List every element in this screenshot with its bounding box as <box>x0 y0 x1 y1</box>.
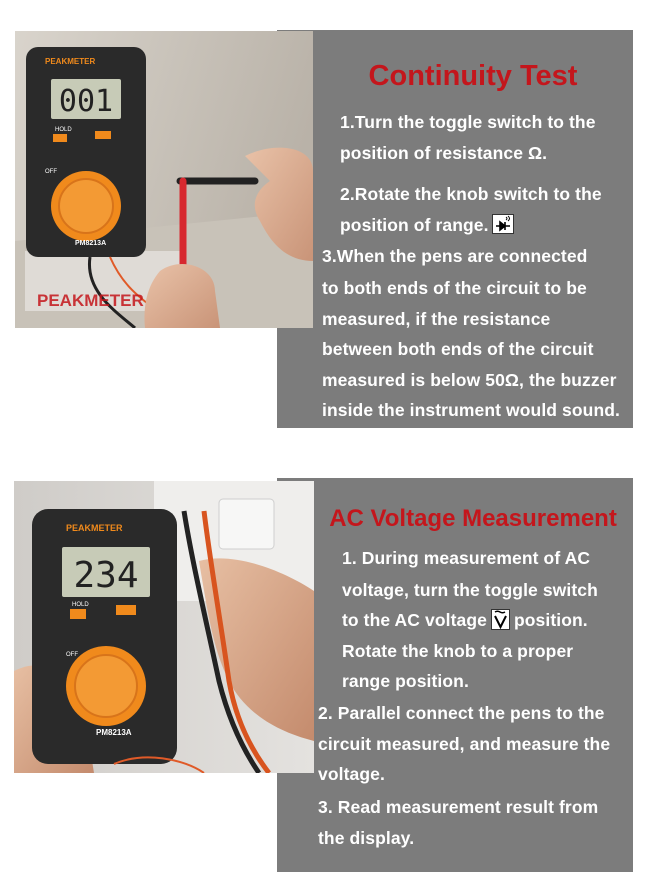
meter-brand: PEAKMETER <box>45 57 96 66</box>
ac-voltage-line-6: 2. Parallel connect the pens to the <box>318 703 605 723</box>
off-label: OFF <box>45 169 57 175</box>
diode-buzzer-icon <box>492 214 514 234</box>
ac-voltage-line-3 <box>342 610 588 632</box>
meter-display-value: 001 <box>58 84 114 119</box>
meter-model: PM8213A <box>75 240 107 247</box>
continuity-line-5: 3.When the pens are connected <box>322 246 588 266</box>
continuity-line-8: between both ends of the circuit <box>322 339 594 359</box>
hold-button <box>53 134 67 142</box>
watermark: PEAKMETER <box>37 291 144 310</box>
continuity-line-1: 1.Turn the toggle switch to the <box>340 112 596 132</box>
continuity-title: Continuity Test <box>368 60 578 92</box>
meter-model: PM8213A <box>96 728 132 737</box>
wall-socket <box>219 499 274 549</box>
continuity-line-2: position of resistance Ω. <box>340 143 548 163</box>
continuity-line-4-text: position of range. <box>340 215 489 235</box>
ac-voltage-icon <box>491 609 510 630</box>
ac-voltage-line-3-suffix: position. <box>513 610 588 630</box>
ac-voltage-photo <box>14 481 314 773</box>
ac-voltage-photo-illustration <box>14 481 314 773</box>
continuity-line-6: to both ends of the circuit to be <box>322 278 587 298</box>
continuity-photo <box>15 31 313 328</box>
continuity-line-4 <box>340 215 514 236</box>
meter-display-value: 234 <box>73 555 139 596</box>
ac-voltage-line-2: voltage, turn the toggle switch <box>342 580 598 600</box>
ac-voltage-line-8: voltage. <box>318 764 385 784</box>
continuity-line-3: 2.Rotate the knob switch to the <box>340 184 602 204</box>
ac-voltage-line-7: circuit measured, and measure the <box>318 734 611 754</box>
ac-voltage-line-9: 3. Read measurement result from <box>318 797 599 817</box>
continuity-line-7: measured, if the resistance <box>322 309 551 329</box>
continuity-photo-illustration <box>15 31 313 328</box>
toggle-switch <box>116 605 136 615</box>
hold-label: HOLD <box>55 127 72 133</box>
meter-brand: PEAKMETER <box>66 523 123 533</box>
ac-voltage-line-3-text: to the AC voltage <box>342 610 487 630</box>
hold-button <box>70 609 86 619</box>
ac-voltage-title: AC Voltage Measurement <box>329 505 617 532</box>
ac-voltage-line-5: range position. <box>342 671 469 691</box>
hold-label: HOLD <box>72 602 89 608</box>
ac-voltage-line-4: Rotate the knob to a proper <box>342 641 574 661</box>
ac-voltage-line-1: 1. During measurement of AC <box>342 548 591 568</box>
continuity-line-9: measured is below 50Ω, the buzzer <box>322 370 617 390</box>
off-label: OFF <box>66 652 78 658</box>
continuity-line-10: inside the instrument would sound. <box>322 400 620 420</box>
ac-voltage-line-10: the display. <box>318 828 415 848</box>
toggle-switch <box>95 131 111 139</box>
